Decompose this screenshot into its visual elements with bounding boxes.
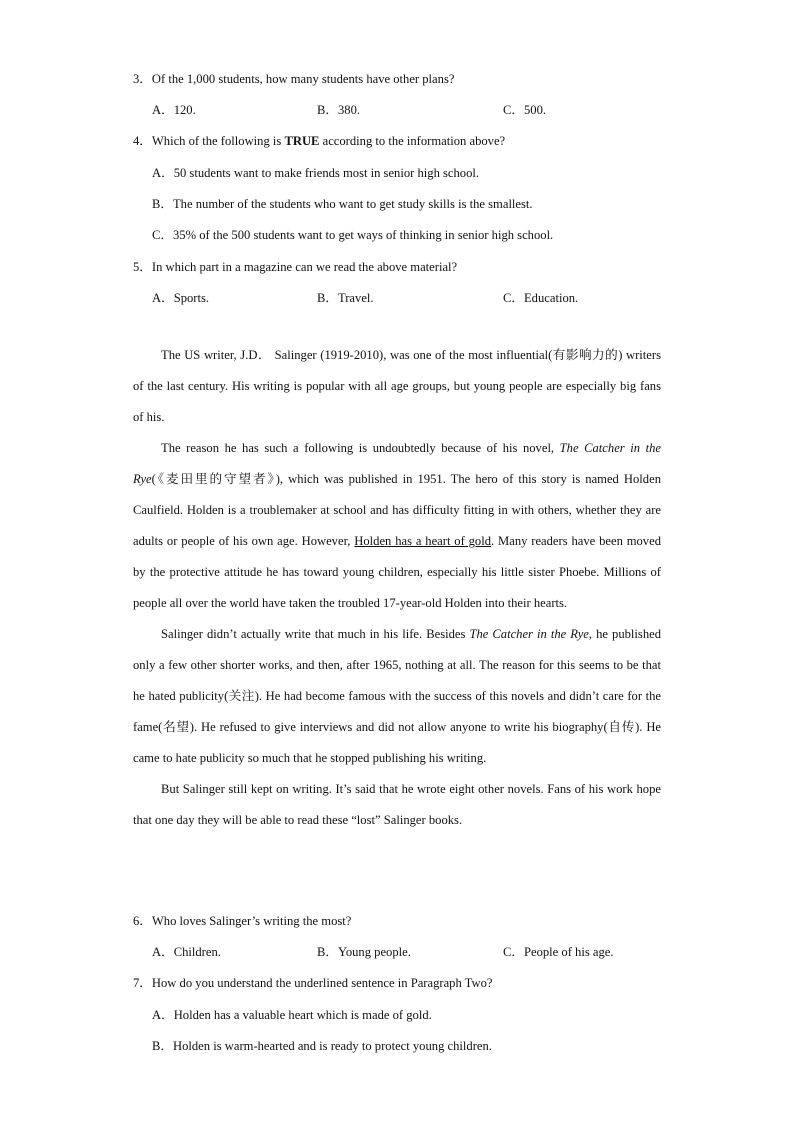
q6-option-b: B．Young people. [317, 945, 411, 959]
passage-paragraph-1: The US writer, J.D． Salinger (1919-2010), was one of the most influential(有影响力的) writers of the last century. His writing is popular with all age groups, but young people are especially big fans of his. [133, 348, 661, 424]
p2-book-title: The Catcher in the Rye [133, 441, 661, 486]
q3-option-b: B．380. [317, 103, 361, 117]
q7-option-b: B．Holden is warm-hearted and is ready to protect young children. [152, 1039, 492, 1053]
q3-option-a: A．120. [152, 103, 196, 117]
question-7-stem: 7．How do you understand the underlined sentence in Paragraph Two? [133, 976, 493, 990]
q6-option-c: C．People of his age. [503, 945, 614, 959]
question-6-stem: 6．Who loves Salinger’s writing the most? [133, 914, 352, 928]
passage-paragraph-3 [133, 619, 661, 774]
p2-text-c: . Many readers have been moved by the protective attitude he has toward young children, especially his little sister Phoebe. Millions of people all over the world have taken the troubled 17-year-old Holden into their hearts. [133, 534, 661, 610]
question-4-stem [133, 130, 661, 149]
p2-underlined-sentence: Holden has a heart of gold [354, 534, 492, 548]
passage-paragraph-4: But Salinger still kept on writing. It’s said that he wrote eight other novels. Fans of his work hope that one day they will be able to read these “lost” Salinger books. [133, 782, 661, 827]
q5-option-a: A．Sports. [152, 291, 210, 305]
p3-text-a: Salinger didn’t actually write that much in his life. Besides [161, 627, 470, 641]
q7-option-a: A．Holden has a valuable heart which is made of gold. [152, 1008, 432, 1022]
q5-option-b: B．Travel. [317, 291, 374, 305]
q4-stem-pre: 4．Which of the following is [133, 134, 285, 148]
q4-option-a: A．50 students want to make friends most in senior high school. [152, 166, 480, 180]
q4-option-c: C．35% of the 500 students want to get ways of thinking in senior high school. [152, 228, 554, 242]
p3-text-b: , he published only a few other shorter works, and then, after 1965, nothing at all. The reason for this seems to be that he hated publicity(关注). He had become famous with the success of this novels and didn’t care for the fame(名望). He refused to give interviews and did not allow anyone to write his biography(自传). He came to hate publicity so much that he stopped publishing his writing. [133, 627, 661, 765]
question-5-stem: 5．In which part in a magazine can we read the above material? [133, 260, 458, 274]
passage-paragraph-2 [133, 433, 661, 619]
q4-stem-bold: TRUE [284, 134, 320, 148]
question-3-stem: 3．Of the 1,000 students, how many students have other plans? [133, 72, 455, 86]
q4-stem-post: according to the information above? [319, 134, 506, 148]
q6-option-a: A．Children. [152, 945, 221, 959]
q3-option-c: C．500. [503, 103, 547, 117]
p3-book-title: The Catcher in the Rye [469, 627, 589, 641]
p2-text-b: (《麦田里的守望者》), which was published in 1951. The hero of this story is named Holden Caulfield. Holden is a troublemaker at school and has difficulty fitting in with others, whether they are adults or people of his own age. However, [133, 472, 661, 548]
q5-option-c: C．Education. [503, 291, 579, 305]
q4-option-b: B．The number of the students who want to get study skills is the smallest. [152, 197, 533, 211]
reading-passage [133, 340, 661, 836]
p2-text-a: The reason he has such a following is undoubtedly because of his novel, [161, 441, 560, 455]
